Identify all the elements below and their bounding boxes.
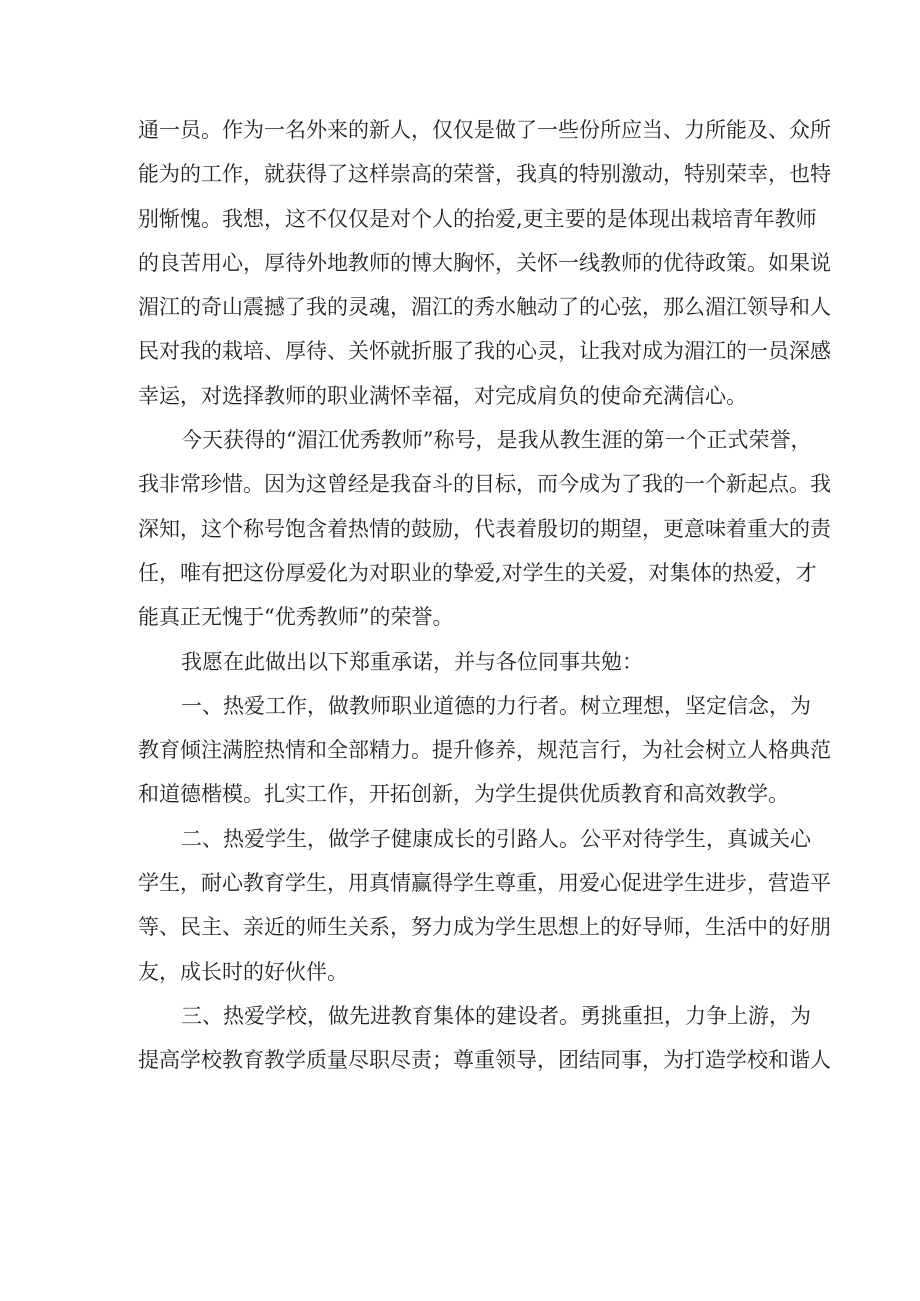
text-line: 学生，耐心教育学生，用真情赢得学生尊重，用爱心促进学生进步，营造平 <box>138 871 831 896</box>
text-line: 幸运，对选择教师的职业满怀幸福，对完成肩负的使命充满信心。 <box>138 383 747 408</box>
paragraph-start-line: 今天获得的“湄江优秀教师”称号，是我从教生涯的第一个正式荣誉， <box>181 428 812 453</box>
text-line: 能为的工作，就获得了这样崇高的荣誉，我真的特别激动，特别荣幸，也特 <box>138 162 831 187</box>
text-line: 我非常珍惜。因为这曾经是我奋斗的目标，而今成为了我的一个新起点。我 <box>138 472 831 497</box>
paragraph-start-line: 三、热爱学校，做先进教育集体的建设者。勇挑重担，力争上游，为 <box>181 1003 811 1028</box>
text-line: 等、民主、亲近的师生关系，努力成为学生思想上的好导师，生活中的好朋 <box>138 915 831 940</box>
paragraph-start-line: 我愿在此做出以下郑重承诺，并与各位同事共勉： <box>181 649 643 674</box>
text-line: 的良苦用心，厚待外地教师的博大胸怀，关怀一线教师的优待政策。如果说 <box>138 250 831 275</box>
text-line: 教育倾注满腔热情和全部精力。提升修养，规范言行，为社会树立人格典范 <box>138 738 831 763</box>
text-line: 任，唯有把这份厚爱化为对职业的挚爱,对学生的关爱，对集体的热爱，才 <box>138 560 817 585</box>
text-line: 民对我的栽培、厚待、关怀就折服了我的心灵，让我对成为湄江的一员深感 <box>138 339 831 364</box>
text-line: 和道德楷模。扎实工作，开拓创新，为学生提供优质教育和高效教学。 <box>138 782 789 807</box>
text-line: 提高学校教育教学质量尽职尽责；尊重领导，团结同事，为打造学校和谐人 <box>138 1048 831 1073</box>
text-line: 别惭愧。我想，这不仅仅是对个人的抬爱,更主要的是体现出栽培青年教师 <box>138 206 817 231</box>
text-line: 友，成长时的好伙伴。 <box>138 959 348 984</box>
paragraph-start-line: 二、热爱学生，做学子健康成长的引路人。公平对待学生，真诚关心 <box>181 826 811 851</box>
paragraph-start-line: 一、热爱工作，做教师职业道德的力行者。树立理想，坚定信念，为 <box>181 693 811 718</box>
text-line: 湄江的奇山震撼了我的灵魂，湄江的秀水触动了的心弦，那么湄江领导和人 <box>138 295 831 320</box>
text-line: 通一员。作为一名外来的新人，仅仅是做了一些份所应当、力所能及、众所 <box>138 118 831 142</box>
document-body <box>138 108 831 1083</box>
text-line: 能真正无愧于“优秀教师”的荣誉。 <box>138 605 454 630</box>
text-line: 深知，这个称号饱含着热情的鼓励，代表着殷切的期望，更意味着重大的责 <box>138 516 831 541</box>
